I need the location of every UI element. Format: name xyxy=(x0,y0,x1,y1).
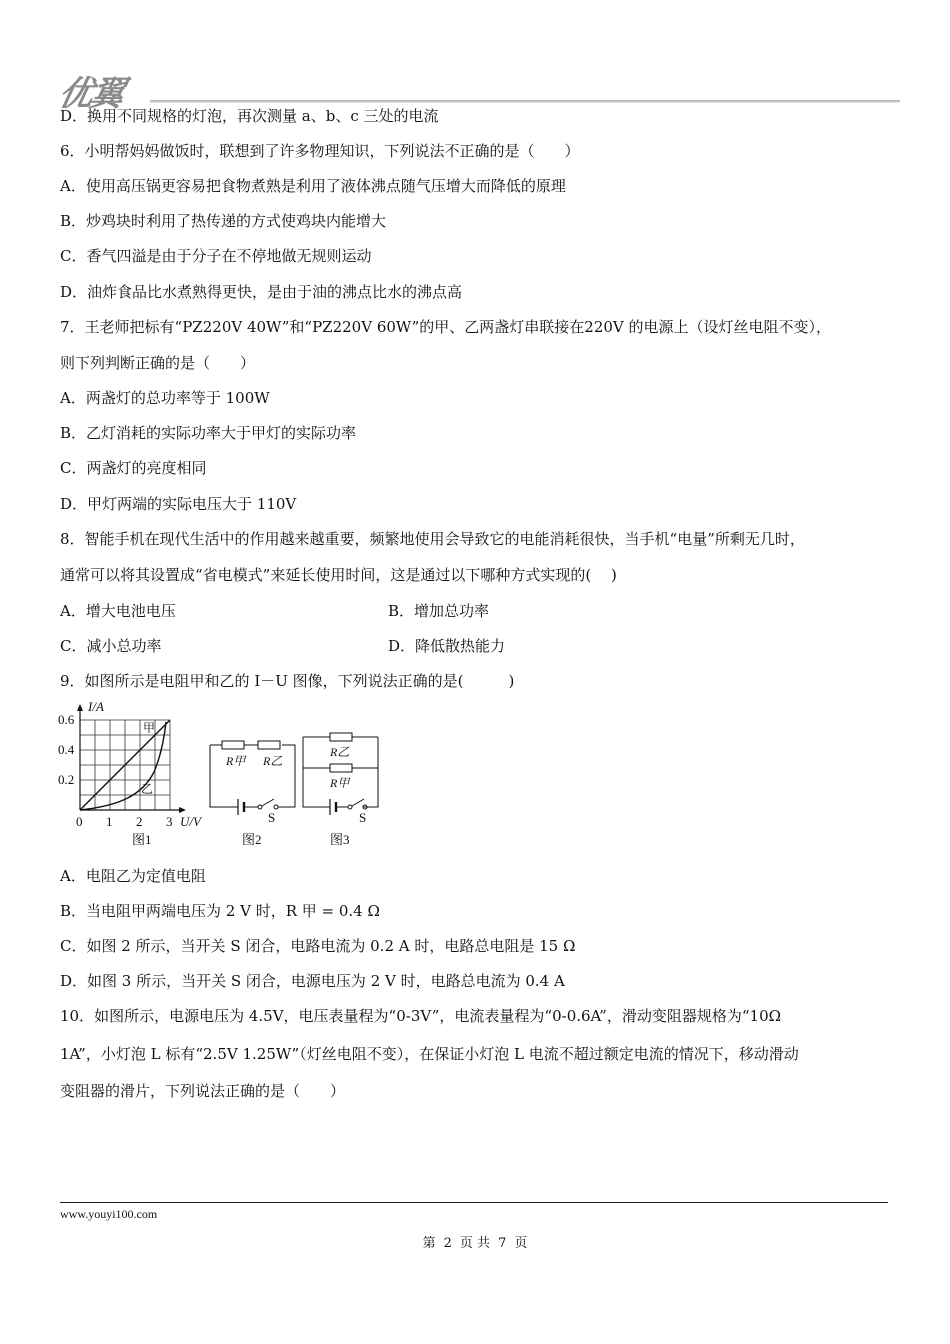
y-tick-06: 0.6 xyxy=(58,712,75,727)
q5-option-d: D．换用不同规格的灯泡，再次测量 a、b、c 三处的电流 xyxy=(60,107,439,125)
circuit3-switch-label: S xyxy=(359,810,367,825)
q8-option-c: C．减小总功率 xyxy=(60,637,162,655)
circuit3-r2-label: R甲 xyxy=(330,776,350,790)
page-prefix: 第 xyxy=(422,1236,436,1251)
fig2-caption: 图2 xyxy=(242,832,262,847)
q6-option-b: B．炒鸡块时利用了热传递的方式使鸡块内能增大 xyxy=(60,212,387,230)
q9-option-d: D．如图 3 所示，当开关 S 闭合，电源电压为 2 V 时，电路总电流为 0.4 A xyxy=(60,972,565,990)
q7-option-d: D．甲灯两端的实际电压大于 110V xyxy=(60,495,297,513)
q10-stem-line2: 1A”，小灯泡 L 标有“2.5V 1.25W”（灯丝电阻不变），在保证小灯泡 L 电流不超过额定电流的情况下，移动滑动 xyxy=(60,1045,799,1063)
y-axis-label: I/A xyxy=(88,700,104,714)
youyi-logo: 优翼 xyxy=(55,74,126,114)
series-label-yi: 乙 xyxy=(141,782,154,796)
page-current: 2 xyxy=(443,1236,452,1251)
q10-stem-line3: 变阻器的滑片，下列说法正确的是（ ） xyxy=(60,1082,346,1100)
page-mid: 页 共 xyxy=(459,1236,491,1251)
fig1-caption: 图1 xyxy=(132,832,152,847)
circuit2-switch-label: S xyxy=(268,810,276,825)
q6-option-a: A．使用高压锅更容易把食物煮熟是利用了液体沸点随气压增大而降低的原理 xyxy=(60,177,566,195)
fig3-caption: 图3 xyxy=(330,832,350,847)
q8-stem-line1: 8．智能手机在现代生活中的作用越来越重要，频繁地使用会导致它的电能消耗很快，当手机“电量”所剩无几时， xyxy=(60,530,805,548)
q10-stem-line1: 10．如图所示，电源电压为 4.5V，电压表量程为“0-3V”，电流表量程为“0-0.6A”，滑动变阻器规格为“10Ω xyxy=(60,1007,782,1025)
q7-option-b: B．乙灯消耗的实际功率大于甲灯的实际功率 xyxy=(60,424,357,442)
y-tick-02: 0.2 xyxy=(58,772,75,787)
q7-option-c: C．两盏灯的亮度相同 xyxy=(60,459,207,477)
q9-option-c: C．如图 2 所示，当开关 S 闭合，电路电流为 0.2 A 时，电路总电阻是 15 Ω xyxy=(60,937,576,955)
q6-option-c: C．香气四溢是由于分子在不停地做无规则运动 xyxy=(60,247,372,265)
footer-rule xyxy=(60,1202,888,1203)
q8-option-a: A．增大电池电压 xyxy=(60,602,176,620)
x-axis-arrow xyxy=(179,807,186,813)
x-axis-label: U/V xyxy=(180,814,201,829)
page-suffix: 页 xyxy=(514,1236,528,1251)
q7-stem-line1: 7．王老师把标有“PZ220V 40W”和“PZ220V 60W”的甲、乙两盏灯串联接在220V 的电源上（设灯丝电阻不变）， xyxy=(60,318,832,336)
q9-option-a: A．电阻乙为定值电阻 xyxy=(60,867,206,885)
x-tick-2: 2 xyxy=(136,814,143,829)
x-tick-0: 0 xyxy=(76,814,83,829)
x-tick-3: 3 xyxy=(166,814,173,829)
circuit3-r1-label: R乙 xyxy=(330,745,350,759)
y-tick-04: 0.4 xyxy=(58,742,75,757)
q8-stem-line2: 通常可以将其设置成“省电模式”来延长使用时间，这是通过以下哪种方式实现的( ) xyxy=(60,566,617,584)
page-number xyxy=(0,1232,950,1251)
circuit2-r1-label: R甲 xyxy=(226,754,246,768)
iu-graph xyxy=(58,700,203,847)
x-tick-1: 1 xyxy=(106,814,113,829)
page-total: 7 xyxy=(498,1236,507,1251)
footer-url: www.youyi100.com xyxy=(60,1207,158,1221)
circuit-series xyxy=(210,741,295,815)
q9-figure xyxy=(58,700,398,852)
q6-stem: 6．小明帮妈妈做饭时，联想到了许多物理知识，下列说法不正确的是（ ） xyxy=(60,142,580,160)
y-axis-arrow xyxy=(77,704,83,711)
q6-option-d: D．油炸食品比水煮熟得更快，是由于油的沸点比水的沸点高 xyxy=(60,283,463,301)
circuit2-r2-label: R乙 xyxy=(263,754,283,768)
series-label-jia: 甲 xyxy=(143,721,156,735)
q9-stem: 9．如图所示是电阻甲和乙的 I－U 图像，下列说法正确的是( ) xyxy=(60,672,515,690)
q7-option-a: A．两盏灯的总功率等于 100W xyxy=(60,389,270,407)
q8-option-d: D．降低散热能力 xyxy=(388,637,506,655)
header-rule xyxy=(150,100,900,103)
q8-option-b: B．增加总功率 xyxy=(388,602,490,620)
q9-option-b: B．当电阻甲两端电压为 2 V 时，R 甲 = 0.4 Ω xyxy=(60,902,380,920)
q7-stem-line2: 则下列判断正确的是（ ） xyxy=(60,354,256,372)
